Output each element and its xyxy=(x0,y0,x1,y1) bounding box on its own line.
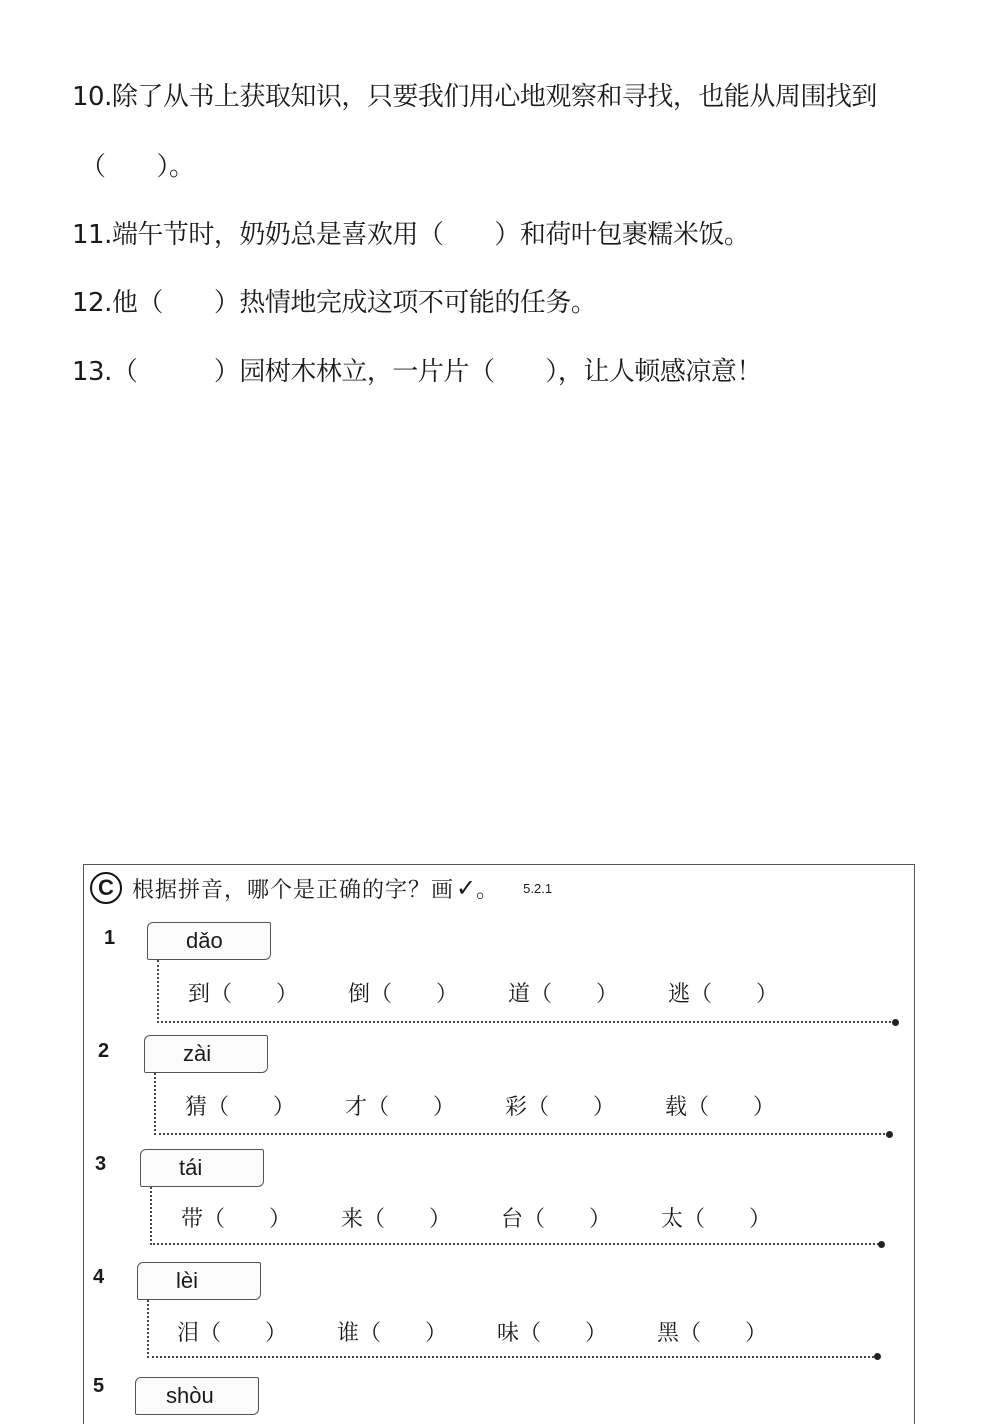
question-10-line1: 10.除了从书上获取知识，只要我们用心地观察和寻找，也能从周围找到 xyxy=(72,82,877,112)
section-header xyxy=(90,870,552,906)
option-3[interactable]: 味（ ） xyxy=(497,1321,608,1346)
options-row xyxy=(177,1316,817,1347)
option-1[interactable]: 带（ ） xyxy=(181,1207,292,1232)
section-title: 根据拼音，哪个是正确的字？画 xyxy=(132,877,455,903)
section-marker-c: C xyxy=(90,872,122,904)
option-4[interactable]: 逃（ ） xyxy=(668,982,779,1007)
item-number: 3 xyxy=(95,1153,107,1175)
option-1[interactable]: 到（ ） xyxy=(188,982,299,1007)
question-11[interactable]: 11.端午节时，奶奶总是喜欢用（ ）和荷叶包裹糯米饭。 xyxy=(72,220,750,250)
option-1[interactable]: 猜（ ） xyxy=(185,1095,296,1120)
option-3[interactable]: 台（ ） xyxy=(501,1207,612,1232)
option-1[interactable]: 泪（ ） xyxy=(177,1321,288,1346)
options-row xyxy=(181,1202,821,1233)
bracket-end-dot xyxy=(892,1019,899,1026)
option-2[interactable]: 谁（ ） xyxy=(337,1321,448,1346)
option-2[interactable]: 才（ ） xyxy=(345,1095,456,1120)
item-number: 5 xyxy=(93,1375,105,1397)
option-4[interactable]: 载（ ） xyxy=(665,1095,776,1120)
check-mark-icon: ✓ xyxy=(456,874,477,902)
pinyin-box: dǎo xyxy=(147,922,271,960)
option-3[interactable]: 彩（ ） xyxy=(505,1095,616,1120)
item-number: 1 xyxy=(104,927,116,949)
pinyin-box: lèi xyxy=(137,1262,261,1300)
option-3[interactable]: 道（ ） xyxy=(508,982,619,1007)
option-4[interactable]: 太（ ） xyxy=(661,1207,772,1232)
bracket-end-dot xyxy=(874,1353,881,1360)
item-number: 2 xyxy=(98,1040,110,1062)
pinyin-box: tái xyxy=(140,1149,264,1187)
question-13[interactable]: 13.（ ）园树木林立，一片片（ ），让人顿感凉意！ xyxy=(72,357,762,387)
option-4[interactable]: 黑（ ） xyxy=(657,1321,768,1346)
pinyin-box: shòu xyxy=(135,1377,259,1415)
option-2[interactable]: 倒（ ） xyxy=(348,982,459,1007)
option-2[interactable]: 来（ ） xyxy=(341,1207,452,1232)
question-12[interactable]: 12.他（ ）热情地完成这项不可能的任务。 xyxy=(72,288,597,318)
bracket-end-dot xyxy=(878,1241,885,1248)
pinyin-box: zài xyxy=(144,1035,268,1073)
section-title-period: 。 xyxy=(476,877,500,903)
options-row xyxy=(188,977,828,1008)
section-code: 5.2.1 xyxy=(523,880,553,896)
question-10-blank-line[interactable]: （ ）。 xyxy=(80,152,195,182)
options-row xyxy=(185,1090,825,1121)
bracket-end-dot xyxy=(886,1131,893,1138)
item-number: 4 xyxy=(93,1266,105,1288)
